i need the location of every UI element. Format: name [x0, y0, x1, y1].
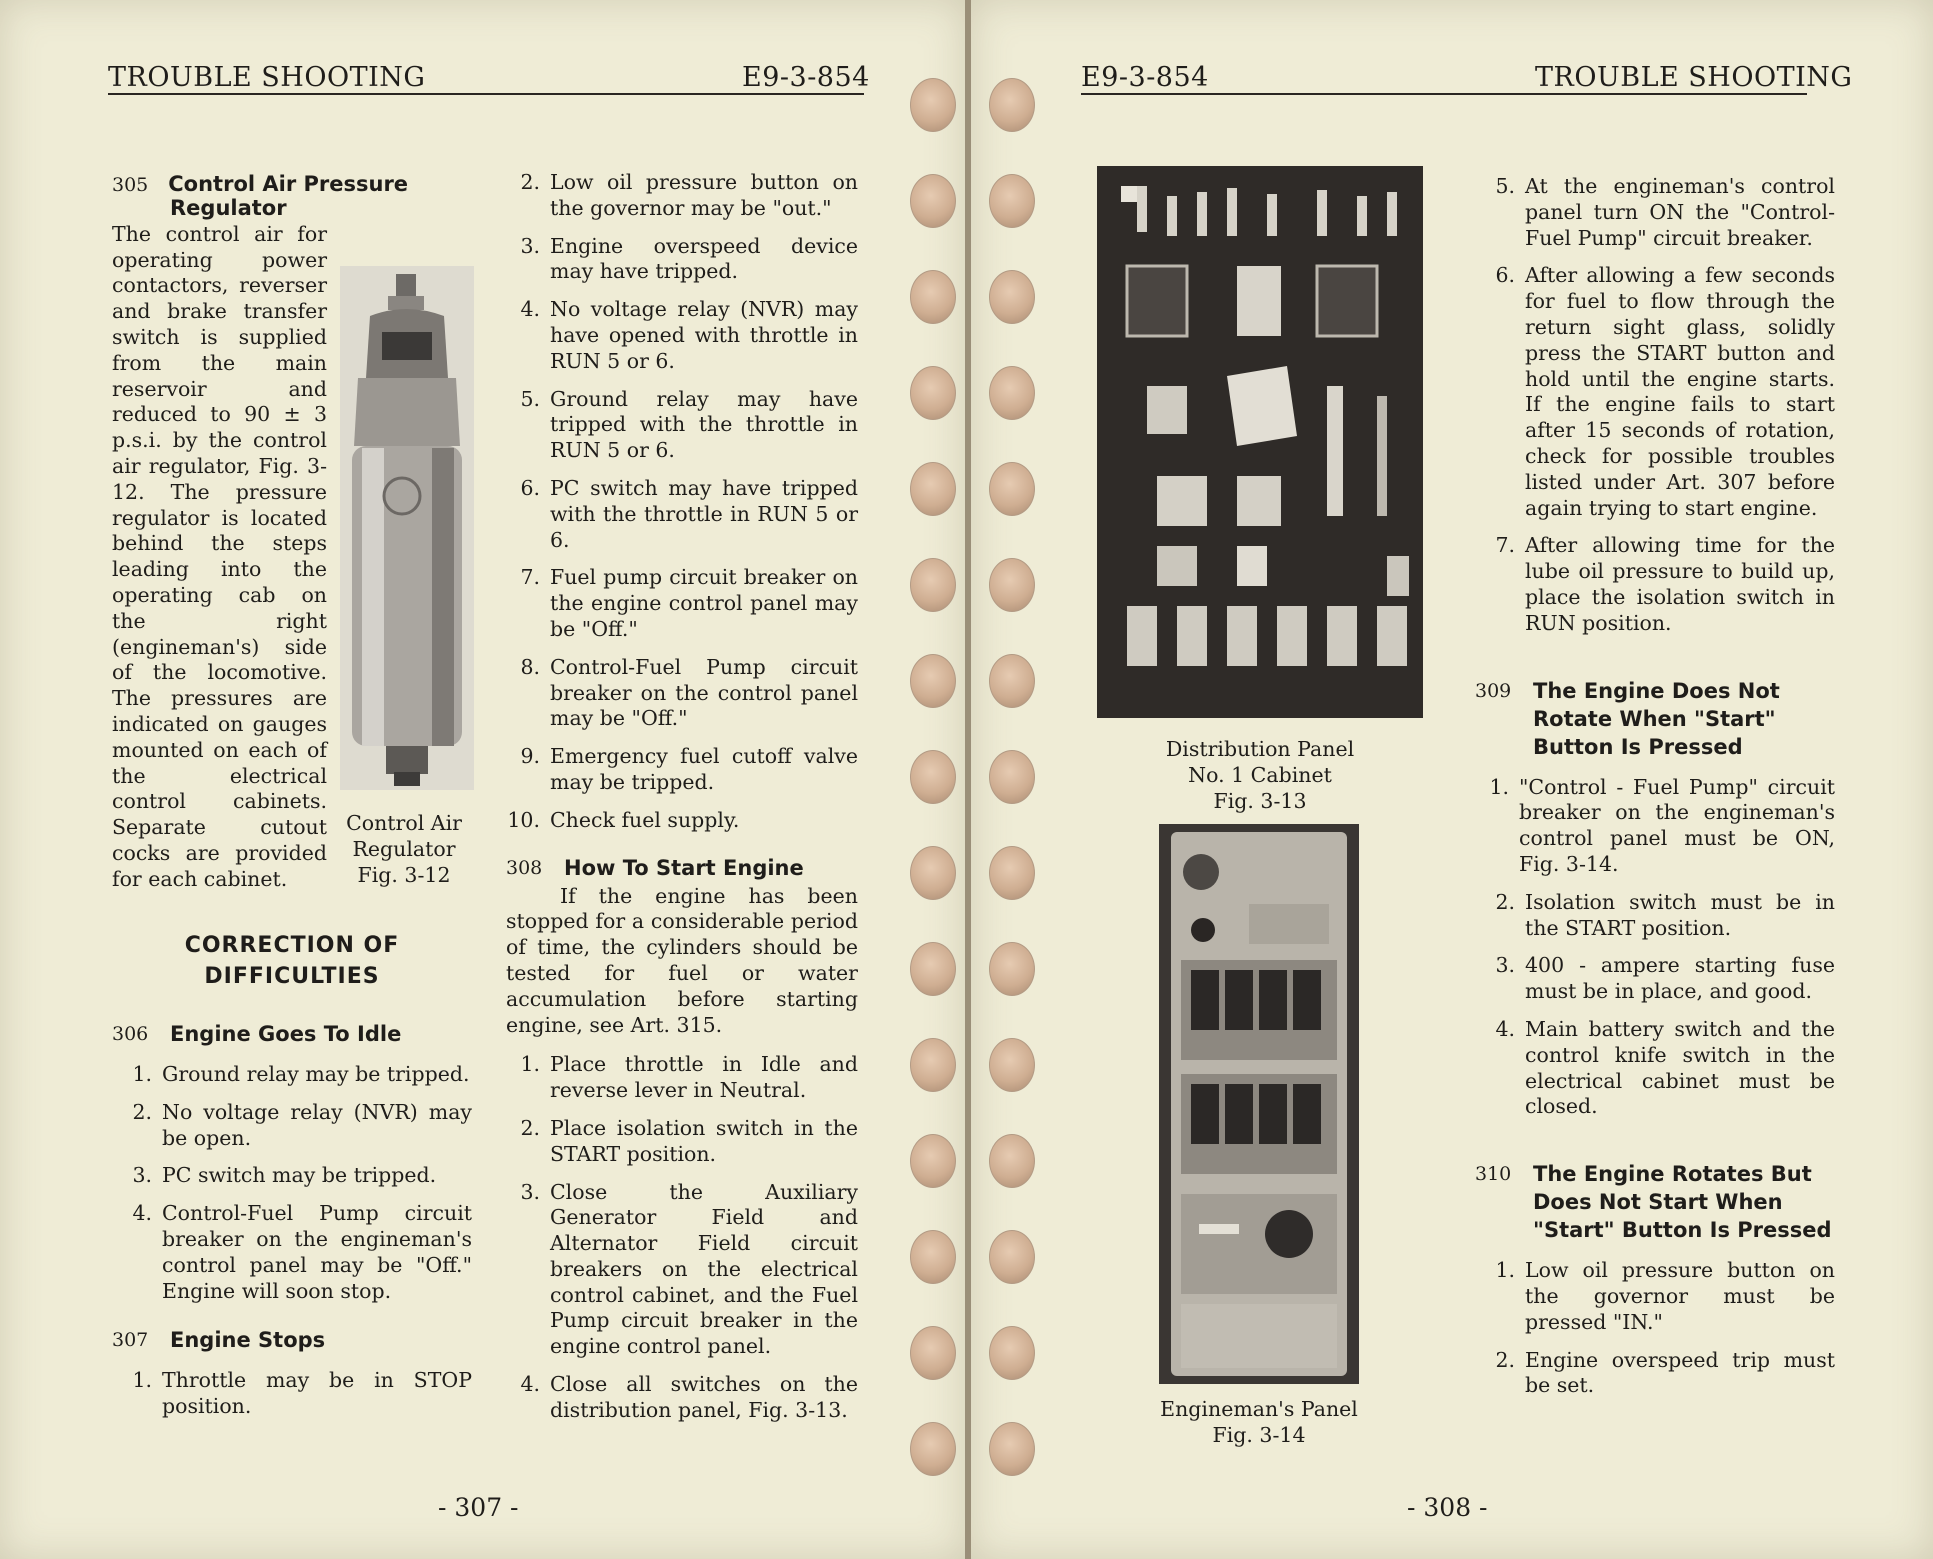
art-308-cont [1475, 174, 1835, 637]
list-item: 6. After allowing a few seconds for fuel to flow through the return sight glass, solidly press the START button and hold until the engine starts. If the engine fails to start after 15 seconds of rotation, check for possible troubles listed under Art. 307 before again trying to start engine. [1495, 263, 1835, 520]
binding-hole [910, 942, 956, 996]
section-title: Control Air Pressure [168, 172, 409, 196]
figure-caption-3-13: Distribution Panel No. 1 Cabinet Fig. 3-13 [1165, 737, 1355, 813]
section-number: 305 [112, 174, 149, 196]
control-air-regulator-photo [340, 266, 474, 790]
binding-hole [910, 1038, 956, 1092]
header-code: E9-3-854 [742, 62, 870, 93]
binding-hole [910, 1134, 956, 1188]
regulator-illustration [340, 266, 474, 790]
binding-hole [910, 750, 956, 804]
art-305 [112, 170, 472, 892]
list-item: 4. Control-Fuel Pump circuit breaker on the engineman's control panel may be "Off." Engine will soon stop. [132, 1201, 472, 1303]
binding-hole [910, 270, 956, 324]
binding-hole [910, 654, 956, 708]
section-title: Engine Stops [170, 1328, 326, 1353]
binding-hole [989, 1422, 1035, 1476]
binding-hole [989, 942, 1035, 996]
list-item: 5. At the engineman's control panel turn ON the "Control-Fuel Pump" circuit breaker. [1495, 174, 1835, 250]
binding-hole [989, 558, 1035, 612]
art308-intro: If the engine has been stopped for a considerable period of time, the cylinders should be tested for fuel or water accumulation before starting engine, see Art. 315. [506, 883, 858, 1037]
binding-hole [989, 750, 1035, 804]
list-item: 6. PC switch may have tripped with the throttle in RUN 5 or 6. [520, 475, 858, 552]
binding-hole [910, 558, 956, 612]
binding-hole [910, 1230, 956, 1284]
art305-body: The control air for operating power contactors, reverser and brake transfer switch is supplied from the main reservoir and reduced to 90 ± 3 p.s.i. by the control air regulator, Fig. 3-12. The pressure regulator is located behind the steps leading into the operating cab on the right (engineman's) side of the locomotive. The pressures are indicated on gauges mounted on each of the electrical control cabinets. Separate cutout cocks are provided for each cabinet. [112, 221, 327, 891]
list-item: 9. Emergency fuel cutoff valve may be tripped. [520, 744, 858, 794]
binding-hole [910, 174, 956, 228]
list-item: 4. No voltage relay (NVR) may have opened with throttle in RUN 5 or 6. [520, 297, 858, 373]
header-title: TROUBLE SHOOTING [108, 62, 426, 93]
distribution-panel-photo [1097, 166, 1423, 718]
binding-hole [910, 366, 956, 420]
figure-caption-3-14: Engineman's Panel Fig. 3-14 [1160, 1397, 1358, 1447]
list-item: 3. Engine overspeed device may have tripped. [520, 233, 858, 284]
page-number: - 308 - [1407, 1493, 1488, 1522]
list-item: 1. Ground relay may be tripped. [132, 1062, 470, 1086]
binding-hole [989, 462, 1035, 516]
list-item: 3. 400 - ampere starting fuse must be in place, and good. [1495, 953, 1835, 1004]
binding-hole [910, 846, 956, 900]
binding-hole [989, 1038, 1035, 1092]
enginemans-panel-illustration [1159, 824, 1359, 1384]
header-code: E9-3-854 [1081, 62, 1209, 93]
art-307: 307 Engine Stops 1. Throttle may be in STOP position. [112, 1328, 472, 1419]
header-rule [108, 93, 864, 95]
binding-hole [989, 174, 1035, 228]
list-item: 3. PC switch may be tripped. [132, 1163, 437, 1188]
header-title: TROUBLE SHOOTING [1535, 62, 1853, 93]
section-title: Engine Goes To Idle [170, 1022, 402, 1046]
binding-hole [910, 78, 956, 132]
binding-hole [989, 846, 1035, 900]
art-310: 310 The Engine Rotates But Does Not Start When "Start" Button Is Pressed 1. Low oil pressure button on the governor must be pressed "IN." 2. Engine overspeed trip must be set. [1475, 1162, 1835, 1398]
section-title-cont: Regulator [170, 196, 287, 220]
list-item: 2. Place isolation switch in the START position. [520, 1115, 858, 1166]
section-title: The Engine Rotates But Does Not Start When "Start" Button Is Pressed [1533, 1162, 1832, 1243]
binding-hole [910, 1326, 956, 1380]
binding-hole [989, 1134, 1035, 1188]
correction-heading: CORRECTION OF DIFFICULTIES [184, 933, 400, 989]
list-item: 1. Place throttle in Idle and reverse lever in Neutral. [520, 1052, 858, 1103]
left-column-2 [506, 170, 858, 1436]
list-item: 4. Close all switches on the distribution panel, Fig. 3-13. [520, 1372, 858, 1422]
left-column-1 [112, 170, 472, 1432]
list-item: 5. Ground relay may have tripped with the throttle in RUN 5 or 6. [520, 386, 858, 463]
binding-hole [910, 1422, 956, 1476]
right-column [1475, 174, 1835, 1411]
binding-hole [989, 1230, 1035, 1284]
left-page [0, 0, 965, 1559]
list-item: 2. Engine overspeed trip must be set. [1495, 1347, 1835, 1398]
page-number: - 307 - [438, 1493, 519, 1522]
art-309: 309 The Engine Does Not Rotate When "Start" Button Is Pressed 1. "Control - Fuel Pump" circuit breaker on the engineman's control panel must be ON, Fig. 3-14. 2. Isolation switch must be in the START position. 3. 400 - ampere starting fuse must be in place, and good. 4. Main battery switch and the control knife switch in the electrical cabinet must be closed. [1475, 678, 1835, 1119]
list-item: 7. Fuel pump circuit breaker on the engine control panel may be "Off." [520, 565, 858, 641]
list-item: 2. Isolation switch must be in the START position. [1495, 889, 1835, 940]
list-item: 1. Low oil pressure button on the governor must be pressed "IN." [1495, 1258, 1835, 1334]
section-title: The Engine Does Not Rotate When "Start" Button Is Pressed [1533, 678, 1780, 759]
list-item: 10. Check fuel supply. [507, 807, 740, 832]
art-306: 306 Engine Goes To Idle 1. Ground relay may be tripped. 2. No voltage relay (NVR) may be open. 3. PC switch may be tripped. 4. Control-Fuel Pump circuit breaker on the engineman's control panel may be "Off." Engine will soon stop. [112, 1022, 472, 1303]
figure-caption-3-12: Control Air Regulator Fig. 3-12 [346, 811, 462, 887]
binding-hole [910, 462, 956, 516]
section-title: How To Start Engine [564, 855, 804, 880]
distribution-panel-illustration [1097, 166, 1423, 718]
binding-hole [989, 366, 1035, 420]
enginemans-panel-photo [1159, 824, 1359, 1384]
list-item: 7. After allowing time for the lube oil pressure to build up, place the isolation switch in RUN position. [1495, 533, 1835, 635]
list-item: 3. Close the Auxiliary Generator Field and Alternator Field circuit breakers on the electrical control cabinet, and the Fuel Pump circuit breaker in the engine control panel. [520, 1179, 858, 1359]
art-307-cont [506, 170, 858, 834]
art-308: 308 How To Start Engine If the engine has been stopped for a considerable period of time, the cylinders should be tested for fuel or water accumulation before starting engine, see Art. 315. 1. Place throttle in Idle and reverse lever in Neutral. 2. Place isolation switch in the START position. 3. Close the Auxiliary Generator Field and Alternator Field circuit breakers on the electrical control cabinet, and the Fuel Pump circuit breaker in the engine control panel. 4. Close all switches on the distribution panel, Fig. 3-13. [506, 855, 858, 1422]
binding-hole [989, 270, 1035, 324]
binding-hole [989, 78, 1035, 132]
list-item: 1. "Control - Fuel Pump" circuit breaker on the engineman's control panel must be ON, Fig. 3-14. [1489, 774, 1835, 876]
binding-hole [989, 654, 1035, 708]
right-page [971, 0, 1933, 1559]
header-rule [1081, 93, 1807, 95]
list-item: 2. No voltage relay (NVR) may be open. [132, 1099, 472, 1150]
binding-hole [989, 1326, 1035, 1380]
list-item: 1. Throttle may be in STOP position. [132, 1368, 472, 1419]
list-item: 4. Main battery switch and the control knife switch in the electrical cabinet must be closed. [1495, 1016, 1835, 1119]
list-item: 2. Low oil pressure button on the governor may be "out." [520, 170, 858, 220]
list-item: 8. Control-Fuel Pump circuit breaker on the control panel may be "Off." [520, 654, 858, 731]
